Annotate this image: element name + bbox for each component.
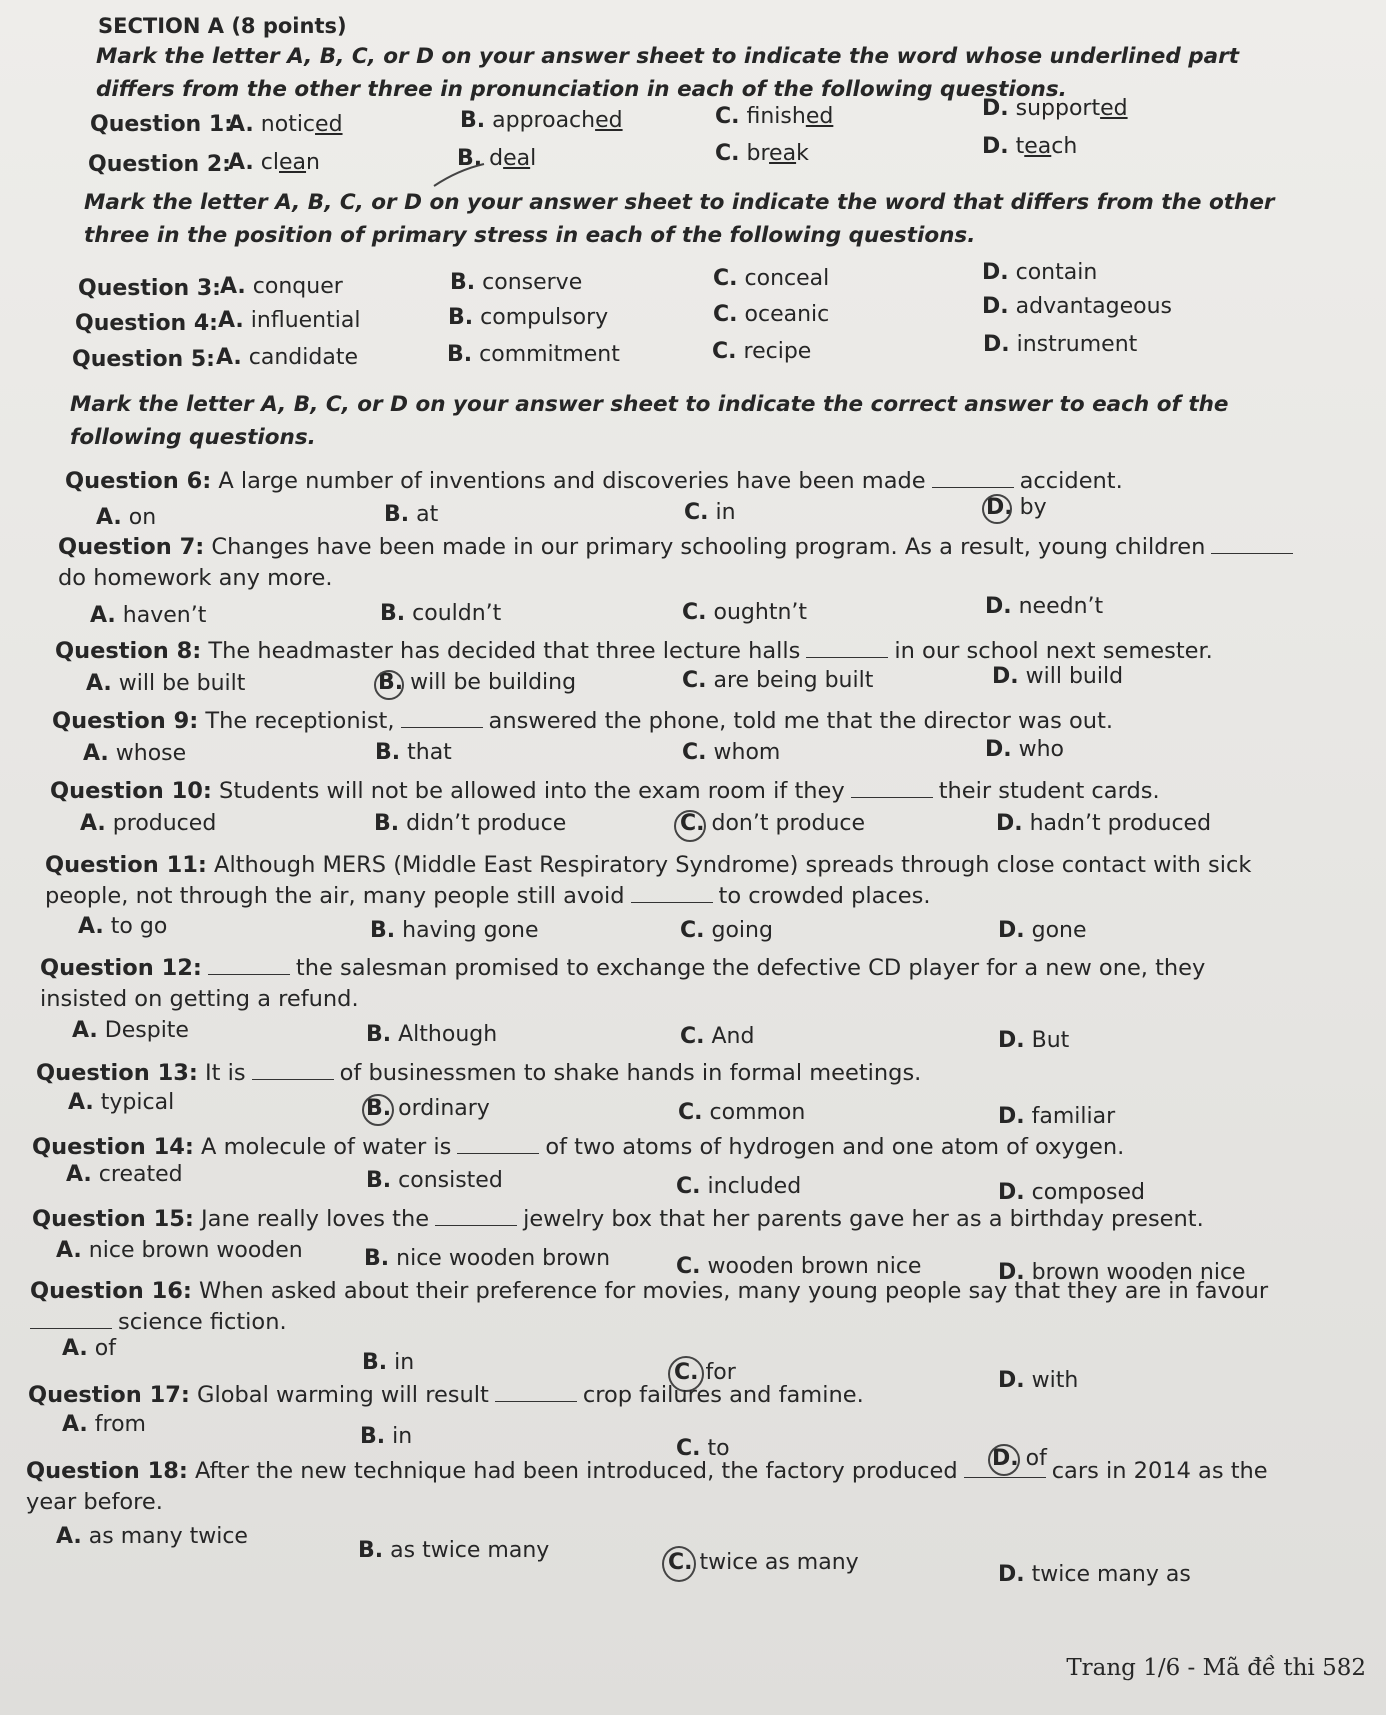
answer-circle: [982, 494, 1012, 524]
option-a: A. from: [62, 1412, 146, 1437]
option-d: D. advantageous: [982, 294, 1172, 319]
option-c: C. going: [680, 918, 773, 943]
question-8: Question 8: The headmaster has decided that three lecture halls in our school next semester.: [55, 638, 1213, 664]
option-d: D. instrument: [983, 332, 1138, 357]
option-d: D. familiar: [998, 1104, 1116, 1129]
question-1: [90, 112, 233, 137]
question-12: Question 12: the salesman promised to exchange the defective CD player for a new one, they insisted on getting a refund.: [40, 955, 1206, 1012]
option-c: C. oceanic: [713, 302, 830, 327]
option-c: C. common: [678, 1100, 806, 1125]
section-title: SECTION A (8 points): [98, 14, 347, 38]
option-d: D. teach: [982, 134, 1078, 159]
option-a: A. conquer: [220, 274, 343, 299]
option-b: B. will be building: [378, 670, 577, 695]
question-4: Question 4:: [75, 311, 218, 336]
option-b: B. in: [360, 1424, 413, 1449]
option-b: B. deal: [457, 146, 537, 171]
answer-circle: [374, 670, 404, 700]
option-a: A. produced: [80, 811, 217, 836]
instruction-pronunciation: Mark the letter A, B, C, or D on your answer sheet to indicate the word whose underlined part differs from the other three in pronunciation in each of the following questions.: [96, 44, 1239, 102]
question-3: Question 3:: [78, 276, 221, 301]
option-d: D. by: [986, 495, 1047, 520]
question-7: Question 7: Changes have been made in our primary schooling program. As a result, young children do homework any more.: [58, 532, 1348, 594]
option-c: C. for: [674, 1360, 736, 1385]
option-d: D. gone: [998, 918, 1087, 943]
option-c: C. twice as many: [668, 1550, 859, 1575]
option-b: B. couldn’t: [380, 601, 502, 626]
option-d: D. supported: [982, 96, 1128, 121]
option-d: D. of: [992, 1446, 1047, 1471]
answer-circle: [662, 1546, 696, 1582]
option-b: B. nice wooden brown: [364, 1246, 611, 1271]
option-b: B. didn’t produce: [374, 811, 567, 836]
option-c: C. break: [715, 141, 809, 166]
question-17: Question 17: Global warming will result crop failures and famine.: [28, 1382, 864, 1408]
option-a: A. on: [96, 505, 157, 530]
option-a: A. will be built: [86, 671, 246, 696]
instruction-stress: Mark the letter A, B, C, or D on your answer sheet to indicate the word that differs from the other three in the position of primary stress in each of the following questions.: [84, 190, 1275, 248]
option-b: B. in: [362, 1350, 415, 1375]
option-a: A. haven’t: [90, 603, 207, 628]
question-10: Question 10: Students will not be allowed into the exam room if they their student cards.: [50, 778, 1160, 804]
option-c: C. included: [676, 1174, 802, 1199]
option-d: D. contain: [982, 260, 1098, 285]
option-a: A. typical: [68, 1090, 175, 1115]
option-b: B. at: [384, 502, 439, 527]
option-c: C. are being built: [682, 668, 874, 693]
option-d: D. will build: [992, 664, 1124, 689]
option-c: C. whom: [682, 740, 781, 765]
option-d: D. composed: [998, 1180, 1145, 1205]
option-a: A. clean: [228, 150, 320, 175]
option-b: B. that: [375, 740, 452, 765]
option-c: C. oughtn’t: [682, 600, 808, 625]
option-c: C. recipe: [712, 339, 812, 364]
option-a: A. of: [62, 1336, 116, 1361]
option-b: B. conserve: [450, 270, 583, 295]
question-15: Question 15: Jane really loves the jewelry box that her parents gave her as a birthday present.: [32, 1206, 1204, 1232]
answer-circle: [362, 1094, 394, 1126]
option-d: D. brown wooden nice: [998, 1260, 1246, 1285]
option-d: D. who: [985, 737, 1065, 762]
option-d: D. with: [998, 1368, 1079, 1393]
question-13: Question 13: It is of businessmen to shake hands in formal meetings.: [36, 1060, 922, 1086]
question-16: Question 16: When asked about their preference for movies, many young people say that they are in favour science fiction.: [30, 1278, 1269, 1335]
option-b: B. having gone: [370, 918, 539, 943]
question-2: Question 2:: [88, 152, 231, 177]
option-b: B. consisted: [366, 1168, 503, 1193]
option-a: A. Despite: [72, 1018, 189, 1043]
option-a: A. to go: [78, 914, 168, 939]
question-6: Question 6: A large number of inventions and discoveries have been made accident.: [65, 468, 1123, 494]
option-c: C. to: [676, 1436, 730, 1461]
option-a: A. nice brown wooden: [56, 1238, 303, 1263]
question-5: Question 5:: [72, 347, 215, 372]
question-9: Question 9: The receptionist, answered the phone, told me that the director was out.: [52, 708, 1114, 734]
question-label: Question 1:: [90, 112, 233, 137]
option-d: D. hadn’t produced: [996, 811, 1212, 836]
option-d: D. twice many as: [998, 1562, 1191, 1587]
option-b: B. commitment: [447, 342, 620, 367]
option-a: A. created: [66, 1162, 183, 1187]
option-c: C. wooden brown nice: [676, 1254, 922, 1279]
option-c: C. don’t produce: [680, 811, 866, 836]
option-a: A. influential: [218, 308, 361, 333]
option-b: B. approached: [460, 108, 623, 133]
option-a: A. noticed: [228, 112, 343, 137]
option-b: B. as twice many: [358, 1538, 550, 1563]
option-b: B. Although: [366, 1022, 498, 1047]
page-footer: Trang 1/6 - Mã đề thi 582: [1066, 1655, 1366, 1681]
option-a: A. as many twice: [56, 1524, 248, 1549]
question-14: Question 14: A molecule of water is of two atoms of hydrogen and one atom of oxygen.: [32, 1134, 1125, 1160]
option-c: C. conceal: [713, 266, 830, 291]
option-d: D. needn’t: [985, 594, 1104, 619]
option-c: C. finished: [715, 104, 834, 129]
option-b: B. compulsory: [448, 305, 609, 330]
option-c: C. And: [680, 1024, 755, 1049]
option-a: A. whose: [83, 741, 187, 766]
option-a: A. candidate: [216, 345, 358, 370]
answer-circle: [674, 810, 706, 842]
option-d: D. But: [998, 1028, 1070, 1053]
question-11: Question 11: Although MERS (Middle East Respiratory Syndrome) spreads through close contact with sick people, not through the air, many people still avoid to crowded places.: [45, 852, 1252, 909]
question-18: Question 18: After the new technique had been introduced, the factory produced cars in 2014 as the year before.: [26, 1458, 1268, 1515]
option-b: B. ordinary: [366, 1096, 490, 1121]
option-c: C. in: [684, 500, 736, 525]
instruction-correct-answer: Mark the letter A, B, C, or D on your answer sheet to indicate the correct answer to each of the following questions.: [70, 392, 1229, 450]
